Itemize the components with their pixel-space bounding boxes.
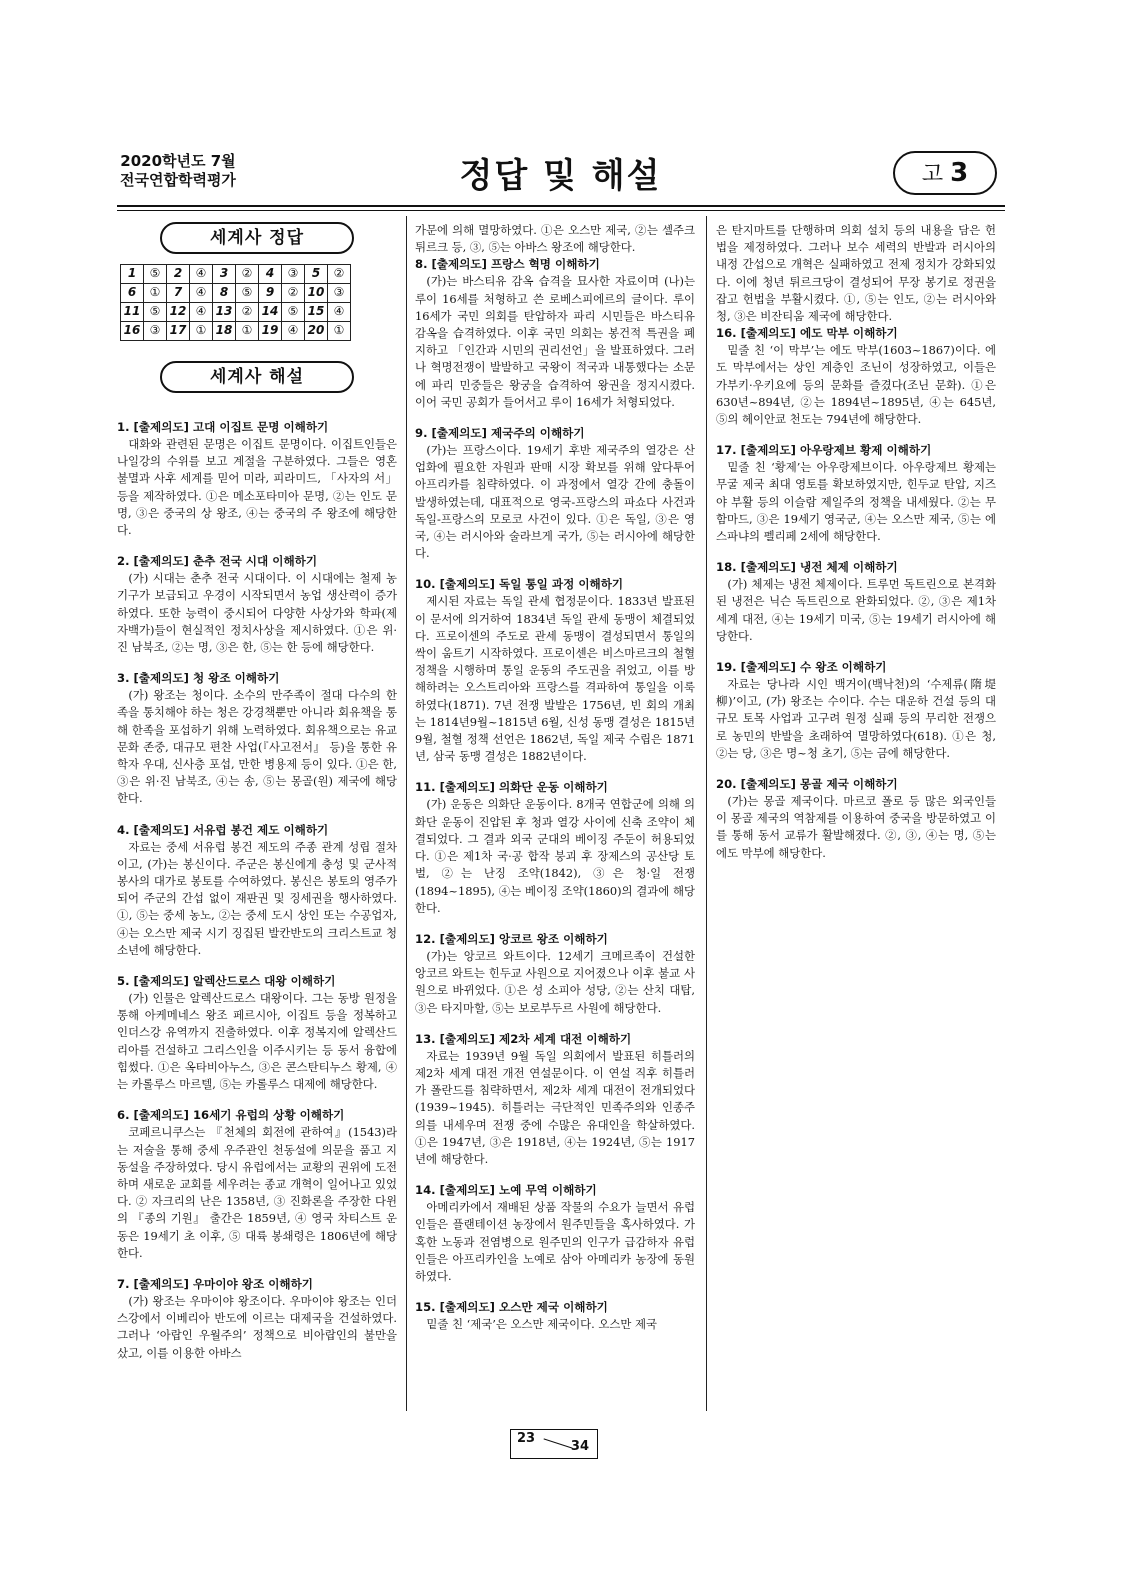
answer-choice: ④ xyxy=(190,303,213,322)
explanations-heading: 세계사 해설 xyxy=(160,361,354,393)
explanation-title: 14. [출제의도] 노예 무역 이해하기 xyxy=(415,1183,597,1198)
column-1-explanations xyxy=(117,419,397,1362)
answer-choice: ② xyxy=(282,284,305,303)
explanation-body: 밑줄 친 ‘이 막부’는 에도 막부(1603~1867)이다. 에도 막부에서는 상인 계층인 조닌이 성장하였고, 이들은 가부키·우키요에 등의 문화를 즐겼다(조닌 문화). ①은 630년~894년, ②는 1894년~1895년, ④는 645년, ⑤의 헤이안쿄 천도는 794년에 해당한다. xyxy=(716,343,996,427)
explanation-body: (가) 왕조는 우마이야 왕조이다. 우마이야 왕조는 인더스강에서 이베리아 반도에 이르는 대제국을 건설하였다. 그러나 ‘아랍인 우월주의’ 정책으로 비아랍인의 불만을 샀고, 이를 이용한 아바스 xyxy=(117,1293,397,1360)
question-number: 18 xyxy=(213,322,236,341)
answer-choice: ③ xyxy=(328,284,351,303)
explanation-title: 3. [출제의도] 청 왕조 이해하기 xyxy=(117,671,280,686)
explanation-title: 20. [출제의도] 몽골 제국 이해하기 xyxy=(716,777,898,792)
explanation-title: 7. [출제의도] 우마이야 왕조 이해하기 xyxy=(117,1276,314,1291)
explanation-body: 밑줄 친 ‘황제’는 아우랑제브이다. 아우랑제브 황제는 무굴 제국 최대 영토를 확보하였지만, 힌두교 탄압, 지즈야 부활 등의 이슬람 제일주의 정책을 내세웠다. ②는 무함마드, ③은 19세기 영국군, ④는 오스만 제국, ⑤는 에스파냐의 펠리페 2세에 해당한다. xyxy=(716,460,996,544)
question-number: 11 xyxy=(121,303,144,322)
explanation-title: 18. [출제의도] 냉전 체제 이해하기 xyxy=(716,560,898,575)
explanation-title: 11. [출제의도] 의화단 운동 이해하기 xyxy=(415,780,608,795)
explanation-title: 4. [출제의도] 서유럽 봉건 제도 이해하기 xyxy=(117,822,329,837)
column-2 xyxy=(415,222,695,1333)
header-rule-thin xyxy=(117,210,1005,211)
answer-choice: ④ xyxy=(190,265,213,284)
explanation-title: 1. [출제의도] 고대 이집트 문명 이해하기 xyxy=(117,420,329,434)
answer-choice: ① xyxy=(190,322,213,341)
question-number: 10 xyxy=(305,284,328,303)
explanation-title: 19. [출제의도] 수 왕조 이해하기 xyxy=(716,660,887,675)
current-page: 23 xyxy=(517,1431,536,1446)
explanation-body: (가)는 프랑스이다. 19세기 후반 제국주의 열강은 산업화에 필요한 자원과 판매 시장 확보를 위해 앞다투어 아프리카를 침략하였다. 이 과정에서 열강 간에 충돌이 발생하였는데, 대표적으로 영국-프랑스의 파쇼다 사건과 독일-프랑스의 모로코 사건이 있다. ①은 독일, ③은 영국, ④는 러시아와 술라브게 국가, ⑤는 러시아에 해당한다. xyxy=(415,443,695,561)
page-title: 정답 및 해설 xyxy=(459,156,662,196)
answer-choice: ① xyxy=(328,322,351,341)
question-number: 19 xyxy=(259,322,282,341)
answer-choice: ② xyxy=(236,303,259,322)
question-number: 13 xyxy=(213,303,236,322)
answer-choice: ② xyxy=(328,265,351,284)
explanation-body: (가) 시대는 춘추 전국 시대이다. 이 시대에는 철제 농기구가 보급되고 우경이 시작되면서 농업 생산력이 증가하였다. 또한 능력이 중시되어 다양한 사상가와 학파(제자백가)들이 현실적인 정치사상을 제시하였다. ①은 위·진 남북조, ②는 명, ③은 한, ⑤는 한 등에 해당한다. xyxy=(117,571,397,655)
question-number: 16 xyxy=(121,322,144,341)
explanation-body: 제시된 자료는 독일 관세 협정문이다. 1833년 발표된 이 문서에 의거하여 1834년 독일 관세 동맹이 체결되었다. 프로이센의 주도로 관세 동맹이 결성되면서 통일의 싹이 움트기 시작하였다. 프로이센은 비스마르크의 철혈 정책을 시행하며 통일 운동의 주도권을 쥐었고, 이를 방해하려는 오스트리아와 프랑스를 격파하여 통일을 이룩하였다(1871). 7년 전쟁 발발은 1756년, 빈 회의 개최는 1814년9월~1815년 6월, 신성 동맹 결성은 1815년 9월, 철혈 정책 선언은 1862년, 독일 제국 수립은 1871년, 삼국 동맹 결성은 1882년이다. xyxy=(415,594,695,764)
exam-name: 전국연합학력평가 xyxy=(120,171,236,189)
question-number: 3 xyxy=(213,265,236,284)
explanation-title: 15. [출제의도] 오스만 제국 이해하기 xyxy=(415,1300,608,1315)
continued-text: 은 탄지마트를 단행하며 의회 설치 등의 내용을 담은 헌법을 제정하였다. 그러나 보수 세력의 반발과 러시아의 내정 간섭으로 개혁은 실패하였고 전제 정치가 강화되었다. 이에 청년 튀르크당이 결성되어 무장 봉기로 정권을 잡고 헌법을 부활시켰다. ①, ⑤는 인도, ②는 러시아와 청, ③은 비잔티움 제국에 해당한다. xyxy=(716,223,996,324)
question-number: 15 xyxy=(305,303,328,322)
answer-choice: ③ xyxy=(282,265,305,284)
explanation-title: 5. [출제의도] 알렉산드로스 대왕 이해하기 xyxy=(117,974,336,989)
column-divider-2 xyxy=(706,216,707,1411)
answer-choice: ④ xyxy=(190,284,213,303)
explanation-body: (가)는 몽골 제국이다. 마르코 폴로 등 많은 외국인들이 몽골 제국의 역참제를 이용하여 중국을 방문하였고 이를 통해 동서 교류가 활발해졌다. ②, ③, ④는 명, ⑤는 에도 막부에 해당한다. xyxy=(716,794,996,860)
question-number: 12 xyxy=(167,303,190,322)
explanation-title: 13. [출제의도] 제2차 세계 대전 이해하기 xyxy=(415,1031,632,1046)
explanation-title: 2. [출제의도] 춘추 전국 시대 이해하기 xyxy=(117,554,318,569)
explanation-title: 9. [출제의도] 제국주의 이해하기 xyxy=(415,426,585,441)
explanation-title: 10. [출제의도] 독일 통일 과정 이해하기 xyxy=(415,577,624,592)
column-divider-1 xyxy=(406,216,407,1411)
explanation-body: (가) 운동은 의화단 운동이다. 8개국 연합군에 의해 의화단 운동이 진압된 후 청과 열강 사이에 신축 조약이 체결되었다. 그 결과 외국 군대의 베이징 주둔이 허용되었다. ①은 제1차 국·공 합작 붕괴 후 장제스의 공산당 토벌, ②는 난징 조약(1842), ③은 청·일 전쟁(1894~1895), ④는 베이징 조약(1860)의 결과에 해당한다. xyxy=(415,797,695,915)
explanation-title: 16. [출제의도] 에도 막부 이해하기 xyxy=(716,326,898,341)
explanation-title: 6. [출제의도] 16세기 유럽의 상황 이해하기 xyxy=(117,1108,345,1123)
answer-table xyxy=(120,264,351,341)
column-1 xyxy=(117,222,397,1362)
explanation-body: (가) 인물은 알렉산드로스 대왕이다. 그는 동방 원정을 통해 아케메네스 왕조 페르시아, 이집트 등을 정복하고 인더스강 유역까지 진출하였다. 이후 정복지에 알렉산드리아를 건설하고 그리스인을 이주시키는 등 동서 융합에 힘썼다. ①은 옥타비아누스, ③은 콘스탄티누스 황제, ④는 카롤루스 마르텔, ⑤는 카롤루스 대제에 해당한다. xyxy=(117,991,397,1092)
column-3 xyxy=(716,222,996,862)
explanation-body: (가) 왕조는 청이다. 소수의 만주족이 절대 다수의 한족을 통치해야 하는 청은 강경책뿐만 아니라 회유책을 통해 한족을 포섭하기 위해 노력하였다. 회유책으로는 유교 문화 존중, 대규모 편찬 사업(『사고전서』 등)을 통한 유학자 우대, 신사층 포섭, 만한 병용제 등이 있다. ①은 한, ③은 위·진 남북조, ④는 송, ⑤는 몽골(원) 제국에 해당한다. xyxy=(117,688,397,806)
exam-year: 2020학년도 7월 xyxy=(120,152,236,170)
explanation-body: (가)는 앙코르 와트이다. 12세기 크메르족이 건설한 앙코르 와트는 힌두교 사원으로 지어졌으나 이후 불교 사원으로 바뀌었다. ①은 성 소피아 성당, ②는 산치 대탑, ③은 타지마할, ⑤는 보로부두르 사원에 해당한다. xyxy=(415,948,695,1015)
explanation-title: 12. [출제의도] 앙코르 왕조 이해하기 xyxy=(415,931,608,946)
question-number: 17 xyxy=(167,322,190,341)
answer-choice: ① xyxy=(236,322,259,341)
question-number: 8 xyxy=(213,284,236,303)
answer-choice: ④ xyxy=(282,322,305,341)
explanation-body: (가)는 바스티유 감옥 습격을 묘사한 자료이며 (나)는 루이 16세를 처형하고 쓴 로베스피에르의 글이다. 루이 16세가 국민 의회를 탄압하자 파리 시민들은 바스티유 감옥을 습격하였다. 이후 국민 의회는 봉건적 특권을 폐지하고 「인간과 시민의 권리선언」을 발표하였다. 그러나 혁명전쟁이 발발하고 국왕이 적국과 내통했다는 소문에 파리 민중들은 왕궁을 습격하여 왕권을 정지시켰다. 이어 국민 공회가 들어서고 루이 16세가 처형되었다. xyxy=(415,274,695,409)
answer-row xyxy=(121,284,351,303)
explanation-body: 코페르니쿠스는 『천체의 회전에 관하여』(1543)라는 저술을 통해 중세 우주관인 천동설에 의문을 품고 지동설을 주장하였다. 당시 유럽에서는 교황의 권위에 도전하며 새로운 교회를 세우려는 종교 개혁이 일어나고 있었다. ② 자크리의 난은 1358년, ③ 진화론을 주장한 다윈의 『종의 기원』 출간은 1859년, ④ 영국 차티스트 운동은 19세기 초 이후, ⑤ 대륙 봉쇄령은 1806년에 해당한다. xyxy=(117,1125,397,1260)
explanation-body: 밑줄 친 ‘제국’은 오스만 제국이다. 오스만 제국 xyxy=(426,1317,658,1332)
explanation-body: 아메리카에서 재배된 상품 작물의 수요가 늘면서 유럽인들은 플랜테이션 농장에서 원주민들을 혹사하였다. 가혹한 노동과 전염병으로 원주민의 인구가 급감하자 유럽인들은 아프리카인을 노예로 삼아 아메리카 농장에 동원하였다. xyxy=(415,1200,695,1283)
question-number: 20 xyxy=(305,322,328,341)
explanation-body: 대화와 관련된 문명은 이집트 문명이다. 이집트인들은 나일강의 수위를 보고 계절을 구분하였다. 그들은 영혼 불멸과 사후 세계를 믿어 미라, 피라미드, 「사자의 서」 등을 제작하였다. ①은 메소포타미아 문명, ②는 인도 문명, ③은 중국의 상 왕조, ④는 중국의 주 왕조에 해당한다. xyxy=(117,437,397,538)
answer-row xyxy=(121,322,351,341)
answer-choice: ⑤ xyxy=(282,303,305,322)
question-number: 5 xyxy=(305,265,328,284)
answer-row xyxy=(121,265,351,284)
answers-heading: 세계사 정답 xyxy=(160,222,354,254)
question-number: 2 xyxy=(167,265,190,284)
answer-choice: ⑤ xyxy=(236,284,259,303)
grade-prefix: 고 xyxy=(921,162,944,187)
grade-number: 3 xyxy=(950,158,969,188)
answer-choice: ⑤ xyxy=(144,265,167,284)
answer-row xyxy=(121,303,351,322)
header-rule-thick xyxy=(117,205,1005,207)
total-pages: 34 xyxy=(570,1439,589,1454)
grade-badge xyxy=(893,151,997,195)
answer-choice: ② xyxy=(236,265,259,284)
column-3-explanations xyxy=(716,325,996,862)
answer-choice: ① xyxy=(144,284,167,303)
column-2-explanations xyxy=(415,256,695,1333)
question-number: 6 xyxy=(121,284,144,303)
explanation-title: 17. [출제의도] 아우랑제브 황제 이해하기 xyxy=(716,443,932,458)
answer-choice: ③ xyxy=(144,322,167,341)
question-number: 14 xyxy=(259,303,282,322)
answer-choice: ④ xyxy=(328,303,351,322)
explanation-body: 자료는 중세 서유럽 봉건 제도의 주종 관계 성립 절차이고, (가)는 봉신이다. 주군은 봉신에게 충성 및 군사적 봉사의 대가로 봉토를 수여하였다. 봉신은 봉토의 영주가 되어 주군의 간섭 없이 재판권 및 징세권을 행사하였다. ①, ⑤는 중세 농노, ②는 중세 도시 상인 또는 수공업자, ④는 오스만 제국 시기 징집된 발칸반도의 크리스트교 청소년에 해당한다. xyxy=(117,839,397,957)
explanation-body: 자료는 1939년 9월 독일 의회에서 발표된 히틀러의 제2차 세계 대전 개전 연설문이다. 이 연설 직후 히틀러가 폴란드를 침략하면서, 제2차 세계 대전이 전개되었다(1939~1945). 히틀러는 극단적인 민족주의와 인종주의를 내세우며 전쟁 중에 수많은 유대인을 학살하였다. ①은 1947년, ③은 1918년, ④는 1924년, ⑤는 1917년에 해당한다. xyxy=(415,1048,695,1166)
question-number: 4 xyxy=(259,265,282,284)
page-number xyxy=(510,1429,598,1459)
explanation-body: (가) 체제는 냉전 체제이다. 트루먼 독트린으로 본격화된 냉전은 닉슨 독트린으로 완화되었다. ②, ③은 제1차 세계 대전, ④는 19세기 미국, ⑤는 19세기 러시아에 해당한다. xyxy=(716,577,996,643)
question-number: 9 xyxy=(259,284,282,303)
explanation-body: 자료는 당나라 시인 백거이(백낙천)의 ‘수제류(隋堤柳)’이고, (가) 왕조는 수이다. 수는 대운하 건설 등의 대규모 토목 사업과 고구려 원정 실패 등의 무리한 전쟁으로 농민의 반발을 초래하여 멸망하였다(618). ①은 청, ②는 당, ③은 명~청 초기, ⑤는 금에 해당한다. xyxy=(716,677,996,760)
answer-choice: ⑤ xyxy=(144,303,167,322)
explanation-title: 8. [출제의도] 프랑스 혁명 이해하기 xyxy=(415,257,600,272)
continued-text: 가문에 의해 멸망하였다. ①은 오스만 제국, ②는 셀주크 튀르크 등, ③, ⑤는 아바스 왕조에 해당한다. xyxy=(415,223,695,255)
question-number: 1 xyxy=(121,265,144,284)
question-number: 7 xyxy=(167,284,190,303)
page-separator xyxy=(544,1438,573,1448)
